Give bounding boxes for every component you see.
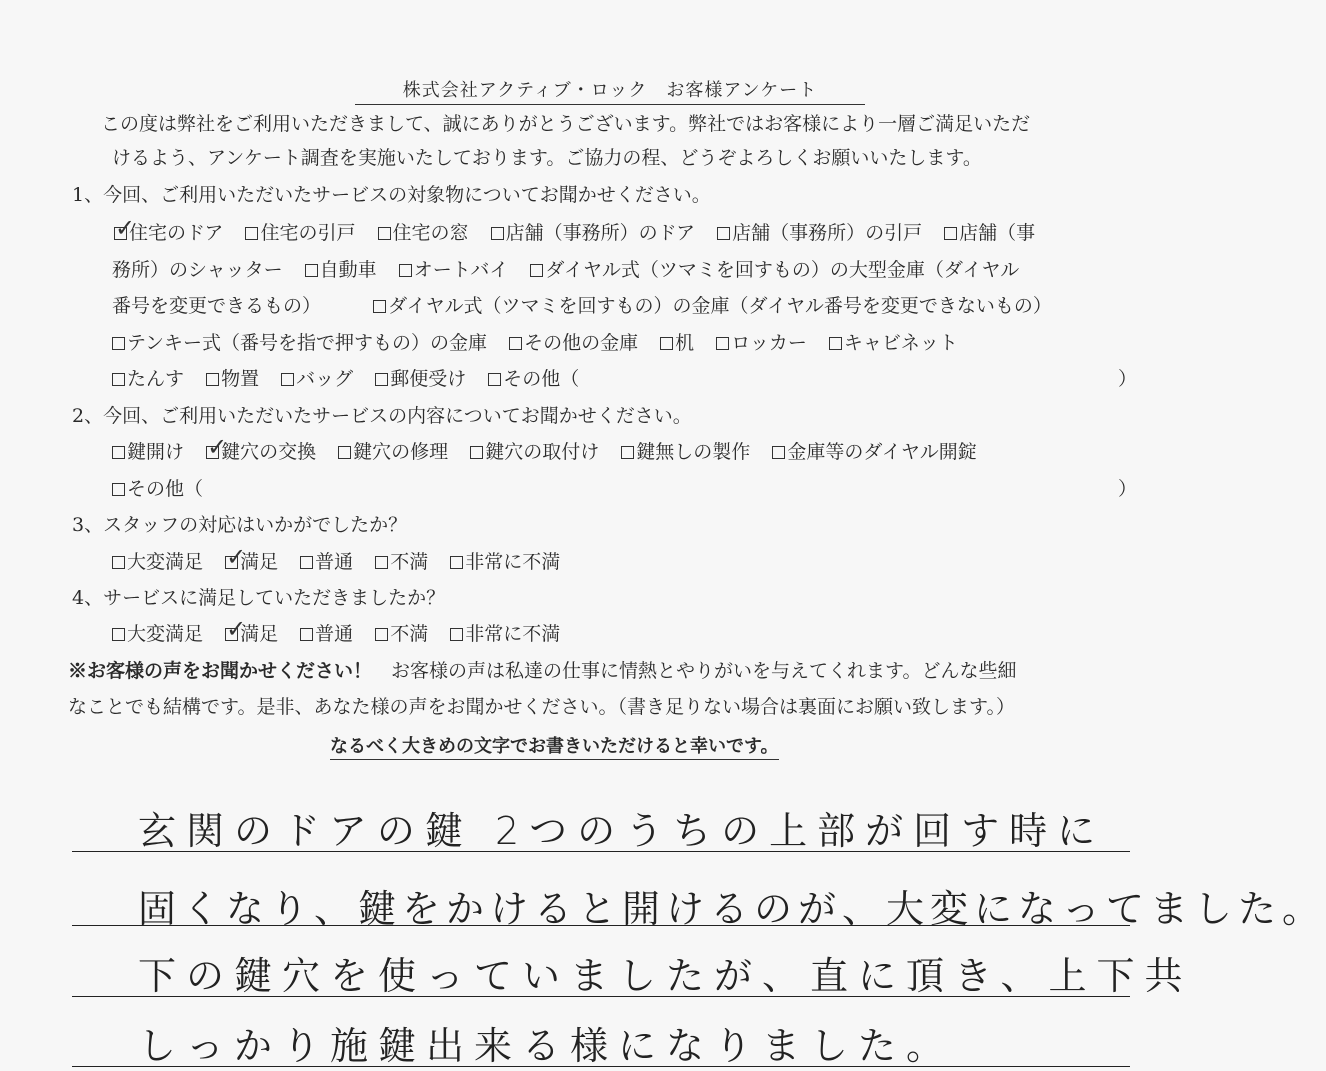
checkbox[interactable] [206,373,219,386]
voice-text-2: なことでも結構です。是非、あなた様の声をお聞かせください。（書き足りない場合は裏面にお願い致します。） [68,696,1015,718]
checkbox[interactable] [399,264,412,277]
q2-option-cylinder-repair[interactable]: 鍵穴の修理 [338,440,448,464]
q2-question: 2、今回、ご利用いただいたサービスの内容についてお聞かせください。 [72,405,692,427]
q1-option-locker[interactable]: ロッカー [716,331,807,355]
checkbox[interactable] [470,446,483,459]
q1-option-dial-safe[interactable]: ダイヤル式（ツマミを回すもの）の金庫（ダイヤル番号を変更できないもの） [373,294,1052,318]
writing-rule [72,851,1130,852]
q4-question: 4、サービスに満足していただきましたか？ [72,587,446,609]
q4-option-very-dissatisfied[interactable]: 非常に不満 [450,622,560,646]
checkbox[interactable] [829,337,842,350]
q1-row-3 [112,294,1068,318]
q1-option-desk[interactable]: 机 [660,331,694,355]
q1-option-chest[interactable]: たんす [112,367,184,391]
q3-option-very-dissatisfied[interactable]: 非常に不満 [450,550,560,574]
q1-option-other[interactable]: その他（ [488,367,579,391]
checkbox[interactable] [772,446,785,459]
checkbox[interactable] [300,628,313,641]
checkbox[interactable] [375,373,388,386]
check-mark-icon: ✓ [226,615,247,643]
q1-option-large-dial-safe[interactable]: ダイヤル式（ツマミを回すもの）の大型金庫（ダイヤル [530,258,1019,282]
q3-option-dissatisfied[interactable]: 不満 [375,550,428,574]
q1-option-other-safe[interactable]: その他の金庫 [509,331,638,355]
q1-row-1 [114,214,1051,245]
q1-question: 1、今回、ご利用いただいたサービスの対象物についてお聞かせください。 [72,184,711,206]
q4-option-satisfied[interactable]: ✓ 満足 [226,615,279,645]
survey-title: 株式会社アクティブ・ロック お客様アンケート [355,76,865,105]
checkbox[interactable] [373,300,386,313]
q1-option-store-shutter[interactable]: 店舗（事 [944,221,1035,245]
checkbox[interactable] [112,446,125,459]
q3-option-satisfied[interactable]: ✓ 満足 [226,543,279,573]
voice-subtitle: なるべく大きめの文字でお書きいただけると幸いです。 [330,732,779,760]
q3-row [112,543,576,574]
q1-option-cabinet[interactable]: キャビネット [829,331,958,355]
checkbox-checked[interactable] [206,433,228,461]
checkbox[interactable] [112,483,125,496]
q3-option-very-satisfied[interactable]: 大変満足 [112,550,203,574]
checkbox-checked[interactable] [114,214,136,242]
q1-option-bag[interactable]: バッグ [281,367,353,391]
checkbox-checked[interactable] [225,615,247,643]
q1-other-paren-close: ） [1118,368,1138,390]
writing-rule [72,1066,1130,1067]
checkbox[interactable] [245,227,258,240]
q2-option-keyless-making[interactable]: 鍵無しの製作 [621,440,750,464]
voice-text-1: お客様の声は私達の仕事に情熱とやりがいを与えてくれます。どんな些細 [372,660,1017,682]
checkbox[interactable] [305,264,318,277]
q2-row-1 [112,433,993,464]
checkbox[interactable] [488,373,501,386]
q1-option-store-door[interactable]: 店舗（事務所）のドア [491,221,695,245]
checkbox[interactable] [112,373,125,386]
q1-option-large-dial-safe-cont: 番号を変更できるもの） [112,295,322,317]
checkbox[interactable] [944,227,957,240]
check-mark-icon: ✓ [207,433,228,461]
q1-row-5 [112,367,595,391]
handwriting-line-3: 下の鍵穴を使っていましたが、直に頂き、上下共 [138,954,1193,998]
checkbox[interactable] [530,264,543,277]
q4-option-neutral[interactable]: 普通 [300,622,353,646]
writing-rule [72,996,1130,997]
q1-option-tenkey-safe[interactable]: テンキー式（番号を指で押すもの）の金庫 [112,331,487,355]
q3-question: 3、スタッフの対応はいかがでしたか？ [72,514,408,536]
writing-rule [72,925,1130,926]
intro-line-2: けるよう、アンケート調査を実施いたしております。ご協力の程、どうぞよろしくお願いいたします。 [112,147,982,169]
voice-heading: ※お客様の声をお聞かせください！ [68,660,373,682]
checkbox[interactable] [717,227,730,240]
checkbox[interactable] [660,337,673,350]
q1-option-store-sliding-door[interactable]: 店舗（事務所）の引戸 [717,221,922,245]
checkbox[interactable] [375,628,388,641]
q2-option-other[interactable]: その他（ [112,477,203,501]
checkbox[interactable] [112,628,125,641]
handwriting-line-4: しっかり施鍵出来る様になりました。 [138,1024,955,1068]
q1-option-residential-window[interactable]: 住宅の窓 [378,221,469,245]
q2-other-paren-close: ） [1118,478,1138,500]
q1-row-2 [112,258,1035,282]
intro-line-1: この度は弊社をご利用いただきまして、誠にありがとうございます。弊社ではお客様により一層ご満足いただ [82,113,1031,135]
checkbox[interactable] [338,446,351,459]
q1-option-mailbox[interactable]: 郵便受け [375,367,466,391]
q1-row-4 [112,331,974,355]
checkbox[interactable] [450,628,463,641]
checkbox[interactable] [716,337,729,350]
voice-line-1 [68,659,1017,683]
q4-option-dissatisfied[interactable]: 不満 [375,622,428,646]
q1-option-residential-sliding-door[interactable]: 住宅の引戸 [245,221,355,245]
checkbox[interactable] [112,337,125,350]
q1-option-store-shutter-cont: 務所）のシャッター [112,259,283,281]
handwriting-line-1: 玄関のドアの鍵 2つのうちの上部が回す時に [138,809,1106,853]
checkbox[interactable] [621,446,634,459]
q2-option-unlock[interactable]: 鍵開け [112,440,184,464]
q1-option-motorcycle[interactable]: オートバイ [399,258,509,282]
checkbox[interactable] [509,337,522,350]
checkbox[interactable] [300,556,313,569]
check-mark-icon: ✓ [226,543,247,571]
checkbox[interactable] [281,373,294,386]
q4-row [112,615,576,646]
handwriting-line-2: 固くなり、鍵をかけると開けるのが、大変になってました。 [138,887,1326,931]
checkbox[interactable] [375,556,388,569]
checkbox[interactable] [378,227,391,240]
q2-row-2 [112,477,219,501]
q4-option-very-satisfied[interactable]: 大変満足 [112,622,203,646]
q2-option-safe-dial-unlock[interactable]: 金庫等のダイヤル開錠 [772,440,976,464]
q1-option-residential-door[interactable]: ✓ 住宅のドア [115,214,224,244]
checkbox[interactable] [450,556,463,569]
checkbox[interactable] [112,556,125,569]
checkbox-checked[interactable] [225,543,247,571]
q1-option-car[interactable]: 自動車 [305,258,377,282]
q3-option-neutral[interactable]: 普通 [300,550,353,574]
checkbox[interactable] [491,227,504,240]
q2-option-cylinder-install[interactable]: 鍵穴の取付け [470,440,599,464]
q2-option-cylinder-replace[interactable]: ✓ 鍵穴の交換 [207,433,317,463]
check-mark-icon: ✓ [115,214,136,242]
q1-option-shed[interactable]: 物置 [206,367,259,391]
